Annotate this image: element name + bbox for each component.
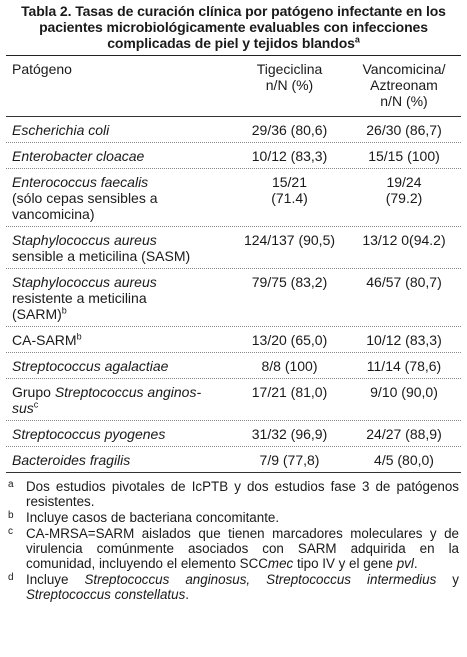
footnote [8,572,459,602]
pathogen-cell [6,148,232,164]
footnote-text: Dos estudios pivotales de IcPTB y dos estudios fase 3 de patógenos resistentes. [26,479,459,509]
table-row [6,143,461,169]
pathogen-cell [6,426,232,442]
footnote-text [26,572,459,602]
tigeciclina-cell: 7/9 (77,8) [259,452,320,468]
pathogen-name-cont: sus [12,400,34,416]
footnote-mark: b [76,331,82,342]
table-row [6,227,461,269]
table-row [6,327,461,353]
footnote [8,526,459,571]
vancomicina-cell: 11/14 (78,6) [366,358,442,374]
vancomicina-cell: 10/12 (83,3) [366,332,442,348]
footnote-mark: a [8,479,14,490]
footnote-text-part: tipo IV y el gene [293,556,397,571]
footnote-text: Incluye casos de bacteriana concomitante. [26,510,280,525]
pathogen-name: Bacteroides fragilis [12,452,131,468]
footnote-mark: d [8,572,14,583]
header-tigeciclina [232,61,347,109]
table-row [6,269,461,327]
table-body [6,117,461,473]
pathogen-qualifier: sensible a meticilina (SASM) [12,248,191,264]
vancomicina-cell: 26/30 (86,7) [366,122,442,138]
table-row [6,447,461,472]
pathogen-name: Streptococcus agalactiae [12,358,169,374]
pathogen-cell [6,274,232,322]
header-tigeciclina-label: Tigeciclina [256,61,323,77]
footnote [8,479,459,509]
vancomicina-cell: 15/15 (100) [368,148,440,164]
pathogen-name: Enterobacter cloacae [12,148,145,164]
header-vancomicina-label: Vancomicina/ [362,61,446,77]
vancomicina-percent: (79.2) [385,190,423,206]
footnote-text-italic: Streptococcus constellatus [26,587,186,602]
pathogen-cell [6,174,232,222]
tigeciclina-cell: 10/12 (83,3) [251,148,328,164]
tigeciclina-cell: 13/20 (65,0) [251,332,328,348]
pathogen-name-line [12,400,232,416]
footnote-mark: c [8,526,13,537]
vancomicina-cell: 24/27 (88,9) [366,426,442,442]
vancomicina-cell: 13/12 0(94.2) [362,232,446,248]
header-vancomicina [347,61,461,109]
tigeciclina-cell: 17/21 (81,0) [251,384,328,400]
vancomicina-cell [347,174,461,222]
pathogen-name: CA-SARM [12,332,77,348]
header-aztreonam-label: Aztreonam [370,77,438,93]
footnote-text-italic: pvl [396,556,414,571]
footnote-text-part: . [185,587,190,602]
pathogen-name: Enterococcus faecalis [12,174,149,190]
tigeciclina-percent: (71.4) [271,190,308,206]
footnote [8,510,459,525]
tigeciclina-ratio: 15/21 [271,174,308,190]
vancomicina-cell: 9/10 (90,0) [370,384,438,400]
pathogen-name: Staphylococcus aureus [12,232,157,248]
tigeciclina-cell: 29/36 (80,6) [251,122,328,138]
pathogen-qualifier: resistente a meticilina [12,290,147,306]
table-title [6,3,461,56]
footnotes [6,473,461,602]
table-row [6,379,461,421]
footnote-text-part: CA-MRSA=SARM aislados que tienen marcadores moleculares y de virulencia comúnmente asociados con SARM adquirida en la comunidad, incluyendo el elemento SCC [26,526,459,571]
header-vancomicina-unit: n/N (%) [380,93,428,109]
table-row [6,421,461,447]
footnote-mark: b [61,305,67,316]
header-tigeciclina-unit: n/N (%) [265,77,314,93]
tigeciclina-cell: 79/75 (83,2) [251,274,328,290]
footnote-text-italic: Streptococcus anginosus, Streptococcus intermedius [84,572,437,587]
pathogen-name: Escherichia coli [12,122,110,138]
pathogen-name: Streptococcus anginos- [54,384,202,400]
footnote-mark: c [33,399,39,410]
pathogen-qualifier: vancomicina) [12,206,95,222]
table-row [6,353,461,379]
pathogen-cell [6,332,232,348]
tigeciclina-cell: 8/8 (100) [261,358,318,374]
pathogen-qualifier-text: (SARM) [12,306,62,322]
pathogen-name: Staphylococcus aureus [12,274,157,290]
tigeciclina-cell: 124/137 (90,5) [243,232,336,248]
vancomicina-cell: 4/5 (80,0) [374,452,434,468]
footnote-mark: b [8,510,14,521]
pathogen-name-line [12,384,232,400]
pathogen-qualifier [12,306,232,322]
tigeciclina-cell: 31/32 (96,9) [251,426,328,442]
vancomicina-ratio: 19/24 [386,174,422,190]
pathogen-cell [6,384,232,416]
footnote-text-part: Incluye [26,572,85,587]
footnote-text-italic: mec [267,556,294,571]
pathogen-cell [6,358,232,374]
pathogen-cell [6,232,232,264]
title-footnote-mark: a [354,34,360,45]
table-row [6,117,461,143]
table-row [6,169,461,227]
pathogen-qualifier: (sólo cepas sensibles a [12,190,158,206]
header-pathogen: Patógeno [12,61,72,77]
pathogen-name: Streptococcus pyogenes [12,426,166,442]
pathogen-prefix: Grupo [12,384,55,400]
footnote-text-part: . [413,556,418,571]
table-header-row [6,56,461,117]
footnote-text [26,526,459,571]
pathogen-cell [6,452,232,468]
tigeciclina-cell [232,174,347,222]
vancomicina-cell: 46/57 (80,7) [366,274,442,290]
pathogen-cell [6,122,232,138]
footnote-text-part: y [436,572,459,587]
table-title-text: Tabla 2. Tasas de curación clínica por patógeno infectante en los pacientes microbiológicamente evaluables con infecciones complicadas de piel y tejidos blandos [21,3,446,51]
